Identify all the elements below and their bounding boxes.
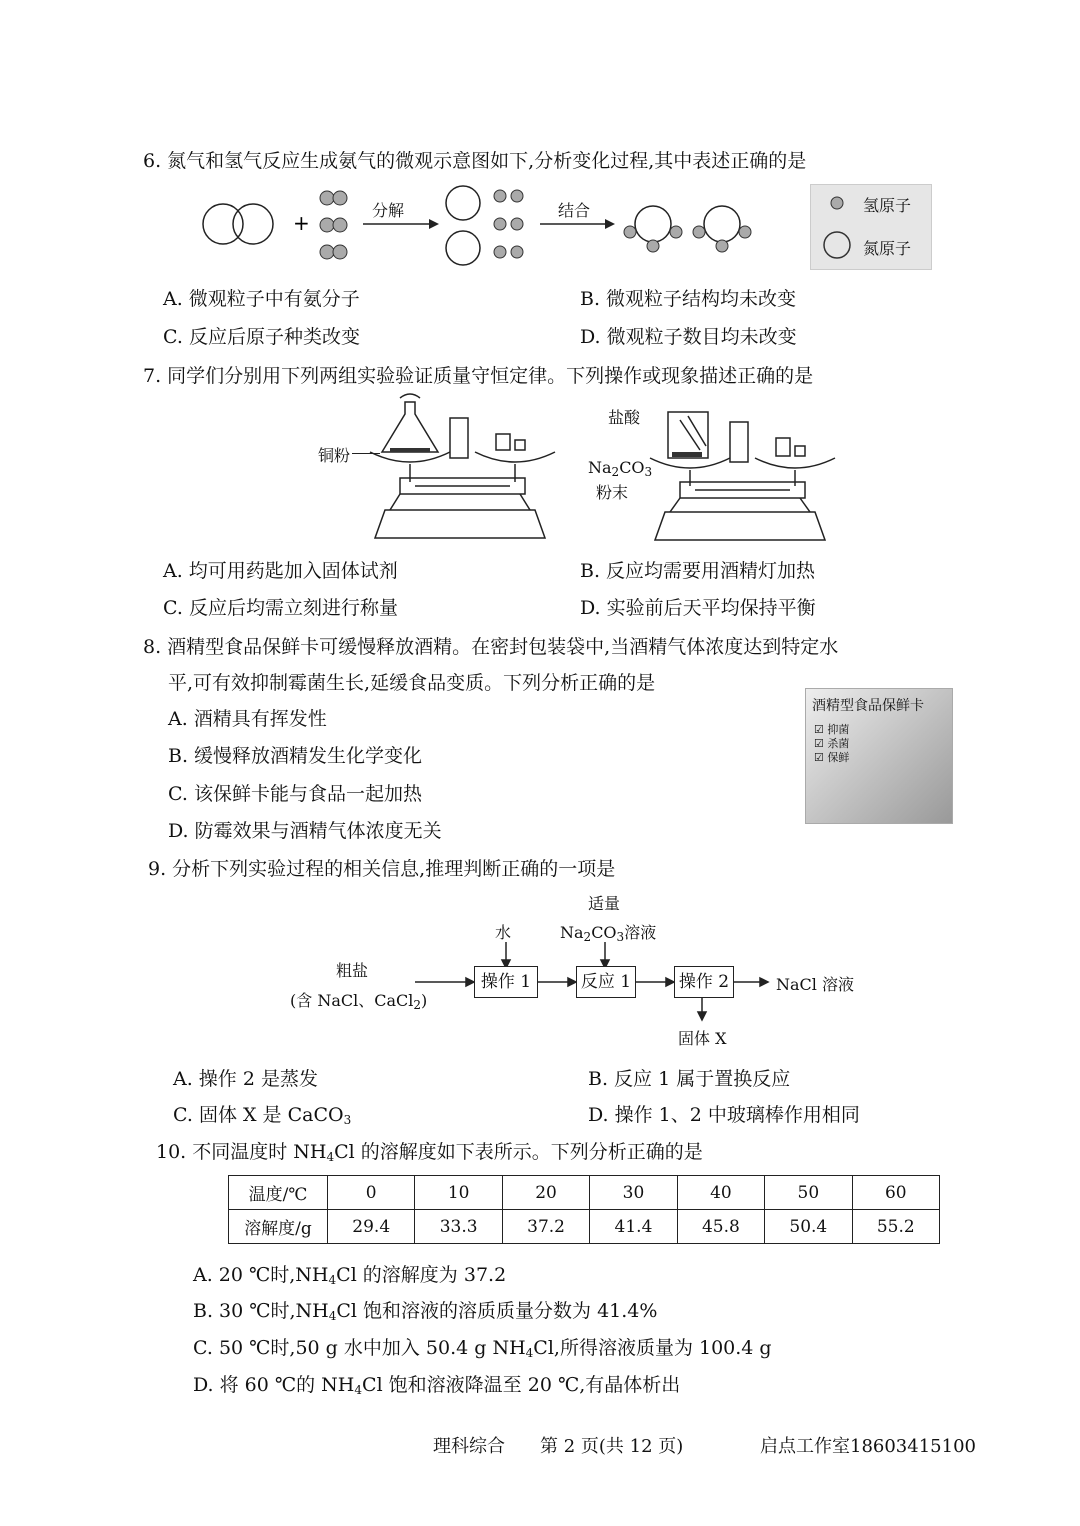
- footer-page-number: 第 2 页(共 12 页): [540, 1436, 684, 1457]
- q9-option-a: A. 操作 2 是蒸发: [173, 1068, 318, 1090]
- q6-stem: 6. 氮气和氢气反应生成氨气的微观示意图如下,分析变化过程,其中表述正确的是: [143, 150, 807, 172]
- q7-na2co3-label: $Na_2CO_3$: [588, 458, 653, 479]
- q6-option-a: A. 微观粒子中有氨分子: [163, 288, 360, 310]
- table-cell: 40: [677, 1176, 764, 1210]
- q7-option-d: D. 实验前后天平均保持平衡: [580, 597, 816, 619]
- q8-card-items: ☑ 抑菌 ☑ 杀菌 ☑ 保鲜: [814, 723, 850, 764]
- q8-option-a: A. 酒精具有挥发性: [168, 708, 327, 730]
- q8-stem-line1: 8. 酒精型食品保鲜卡可缓慢释放酒精。在密封包装袋中,当酒精气体浓度达到特定水: [143, 636, 839, 658]
- table-cell: 30: [590, 1176, 677, 1210]
- q10-option-d: D. 将 60 ℃的 $NH_4Cl$ 饱和溶液降温至 20 ℃,有晶体析出: [193, 1374, 681, 1397]
- q8-option-c: C. 该保鲜卡能与食品一起加热: [168, 783, 422, 805]
- q10-option-c: C. 50 ℃时,50 g 水中加入 50.4 g $NH_4Cl$,所得溶液质量为 100.4 g: [193, 1337, 772, 1360]
- q6-option-c: C. 反应后原子种类改变: [163, 326, 360, 348]
- q9-operation-2-box: 操作 2: [674, 966, 734, 998]
- q10-solubility-table: [228, 1175, 940, 1244]
- table-cell: 33.3: [415, 1210, 502, 1244]
- table-cell: 10: [415, 1176, 502, 1210]
- table-cell: 55.2: [852, 1210, 939, 1244]
- q6-arrow2-label: 结合: [558, 201, 591, 220]
- q9-solid-x-label: 固体 X: [678, 1029, 727, 1048]
- table-cell: 29.4: [328, 1210, 415, 1244]
- table-head-solubility: 溶解度/g: [229, 1210, 328, 1244]
- q6-reaction-diagram: [195, 180, 795, 270]
- footer-subject: 理科综合: [433, 1436, 505, 1457]
- table-cell: 41.4: [590, 1210, 677, 1244]
- footer-studio: 启点工作室18603415100: [760, 1436, 976, 1457]
- q7-hcl-label: 盐酸: [608, 408, 641, 427]
- q7-balance-left: [360, 392, 560, 550]
- q8-option-d: D. 防霉效果与酒精气体浓度无关: [168, 820, 442, 842]
- legend-hydrogen-label: 氢原子: [863, 196, 912, 215]
- q7-copper-leader: [352, 453, 380, 454]
- q8-product-photo: [805, 688, 953, 824]
- q6-option-d: D. 微观粒子数目均未改变: [580, 326, 797, 348]
- q7-copper-label: 铜粉: [318, 446, 351, 465]
- q9-option-b: B. 反应 1 属于置换反应: [588, 1068, 791, 1090]
- q10-option-b: B. 30 ℃时$,NH_4Cl$ 饱和溶液的溶质质量分数为 41.4%: [193, 1300, 658, 1323]
- q8-option-b: B. 缓慢释放酒精发生化学变化: [168, 745, 423, 767]
- q9-operation-1-box: 操作 1: [474, 966, 538, 998]
- q10-stem: 10. 不同温度时 $NH_4Cl$ 的溶解度如下表所示。下列分析正确的是: [156, 1141, 703, 1164]
- table-cell: 50: [765, 1176, 852, 1210]
- q9-raw-salt: 粗盐: [336, 961, 369, 980]
- table-cell: 45.8: [677, 1210, 764, 1244]
- q7-option-a: A. 均可用药匙加入固体试剂: [163, 560, 398, 582]
- q7-option-b: B. 反应均需要用酒精灯加热: [580, 560, 816, 582]
- q9-raw-salt-note: (含 NaCl、CaCl$_2$): [290, 991, 428, 1012]
- q6-legend: [810, 184, 932, 270]
- q6-option-b: B. 微观粒子结构均未改变: [580, 288, 797, 310]
- q9-reaction-1-box: 反应 1: [576, 966, 636, 998]
- legend-atom-icons: [823, 193, 863, 263]
- legend-nitrogen-label: 氮原子: [863, 239, 912, 258]
- q9-stem: 9. 分析下列实验过程的相关信息,推理判断正确的一项是: [148, 858, 616, 880]
- table-cell: 0: [328, 1176, 415, 1210]
- table-row-solubility: [229, 1210, 940, 1244]
- q7-option-c: C. 反应后均需立刻进行称量: [163, 597, 398, 619]
- q9-option-c: C. 固体 X 是 CaCO$_3$: [173, 1104, 352, 1127]
- q7-balance-right: [640, 400, 840, 550]
- q8-stem-line2: 平,可有效抑制霉菌生长,延缓食品变质。下列分析正确的是: [168, 672, 656, 694]
- q9-reagent-amount: 适量: [588, 894, 621, 913]
- table-row-temperature: [229, 1176, 940, 1210]
- q9-water-label: 水: [495, 923, 512, 942]
- svg-text:+: +: [293, 211, 310, 235]
- table-cell: 37.2: [502, 1210, 589, 1244]
- q10-option-a: A. 20 ℃时$,NH_4Cl$ 的溶解度为 37.2: [193, 1264, 507, 1287]
- q7-stem: 7. 同学们分别用下列两组实验验证质量守恒定律。下列操作或现象描述正确的是: [143, 365, 814, 387]
- table-cell: 20: [502, 1176, 589, 1210]
- q8-card-title: 酒精型食品保鲜卡: [812, 698, 924, 714]
- table-cell: 60: [852, 1176, 939, 1210]
- q9-product-label: NaCl 溶液: [776, 975, 854, 994]
- q7-powder-label: 粉末: [596, 483, 629, 502]
- table-head-temperature: 温度/℃: [229, 1176, 328, 1210]
- q9-reagent-name: $Na_2CO_3$溶液: [560, 923, 657, 944]
- q6-arrow1-label: 分解: [372, 201, 405, 220]
- table-cell: 50.4: [765, 1210, 852, 1244]
- q9-option-d: D. 操作 1、2 中玻璃棒作用相同: [588, 1104, 860, 1126]
